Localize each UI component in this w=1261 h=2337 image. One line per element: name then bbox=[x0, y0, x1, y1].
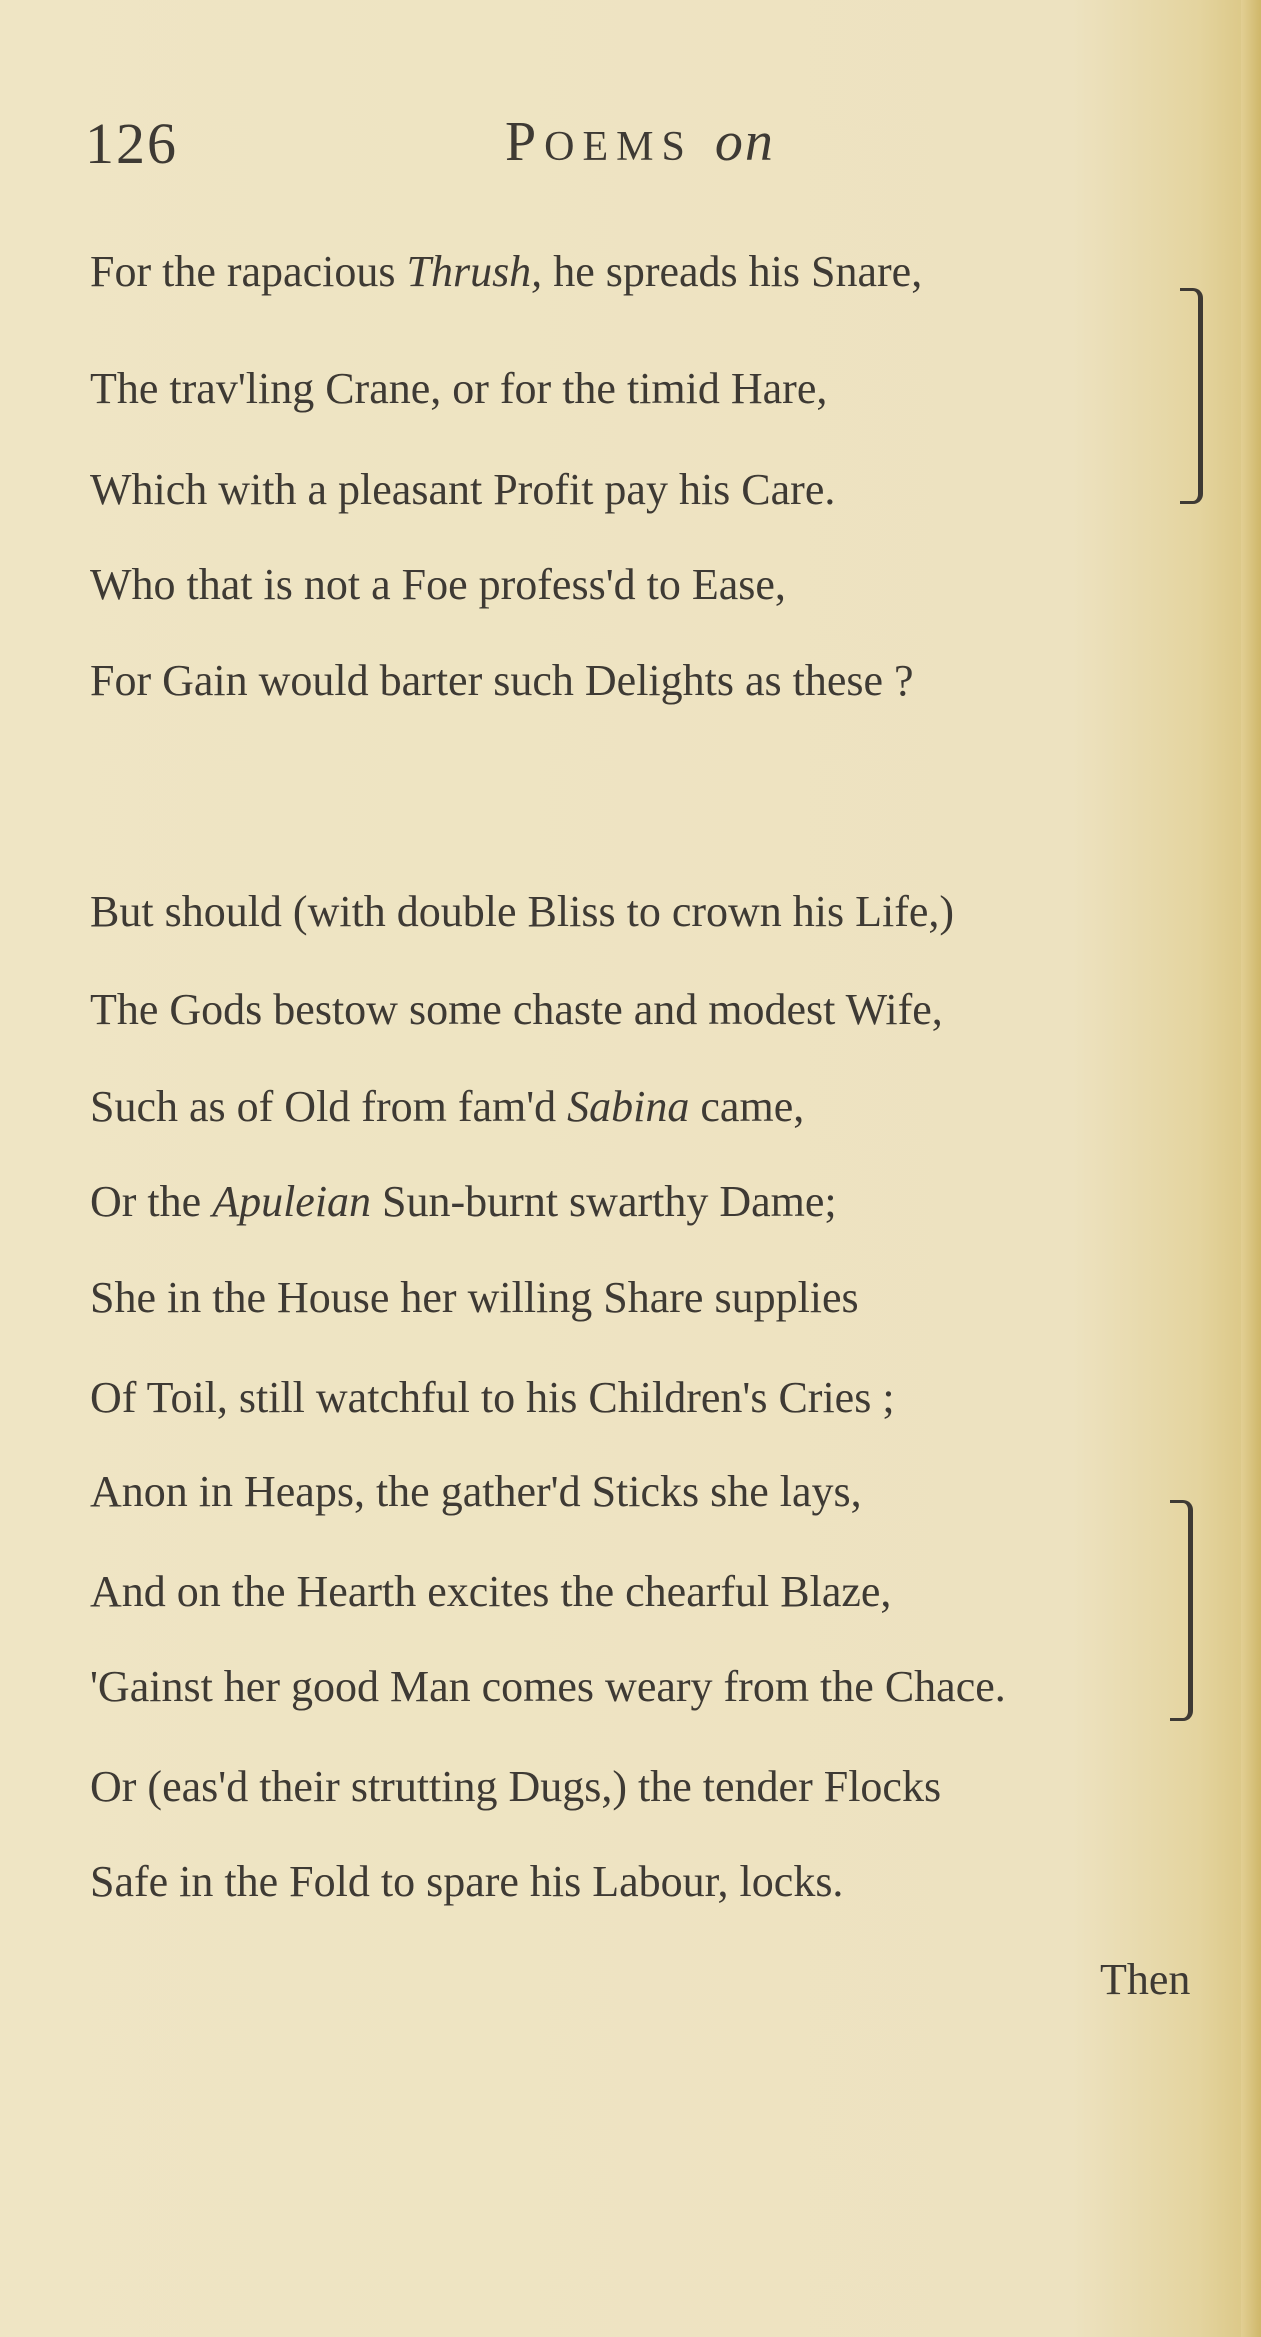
verse-text: he spreads his Snare, bbox=[542, 247, 923, 296]
verse-text: For Gain would barter such Delights as these ? bbox=[90, 656, 914, 705]
triplet-brace bbox=[1170, 1500, 1193, 1721]
verse-line bbox=[90, 364, 828, 413]
running-title-cap: P bbox=[505, 111, 545, 173]
running-title bbox=[505, 110, 775, 174]
verse-text: But should (with double Bliss to crown his Life,) bbox=[90, 887, 955, 936]
verse-line bbox=[90, 1662, 1006, 1711]
verse-line bbox=[90, 656, 914, 705]
verse-line bbox=[90, 1177, 837, 1226]
verse-line bbox=[90, 1082, 805, 1131]
verse-line bbox=[90, 1273, 859, 1322]
verse-line bbox=[90, 985, 943, 1034]
catchword: Then bbox=[1100, 1955, 1191, 2004]
verse-text: came, bbox=[689, 1082, 805, 1131]
verse-text: The Gods bestow some chaste and modest Wife, bbox=[90, 985, 943, 1034]
verse-text: The trav'ling Crane, or for the timid Hare, bbox=[90, 364, 828, 413]
verse-text: And on the Hearth excites the chearful Blaze, bbox=[90, 1567, 892, 1616]
page-number: 126 bbox=[85, 111, 178, 176]
verse-line bbox=[90, 465, 836, 514]
running-title-on: on bbox=[714, 111, 775, 173]
verse-text: Such as of Old from fam'd bbox=[90, 1082, 568, 1131]
verse-text: Or (eas'd their strutting Dugs,) the tender Flocks bbox=[90, 1762, 942, 1811]
page-header bbox=[0, 110, 1261, 180]
verse-line bbox=[90, 1467, 862, 1516]
verse-text: For the rapacious bbox=[90, 247, 407, 296]
verse-text: She in the House her willing Share supplies bbox=[90, 1273, 859, 1322]
verse-text: Of Toil, still watchful to his Children's Cries ; bbox=[90, 1373, 895, 1422]
verse-italic: Thrush, bbox=[406, 247, 543, 296]
verse-text: Anon in Heaps, the gather'd Sticks she lays, bbox=[90, 1467, 862, 1516]
verse-line bbox=[90, 887, 955, 936]
verse-text: Safe in the Fold to spare his Labour, locks. bbox=[90, 1857, 844, 1906]
verse-text: Which with a pleasant Profit pay his Care. bbox=[90, 465, 836, 514]
verse-line bbox=[90, 1373, 895, 1422]
verse-italic: Sabina bbox=[567, 1082, 690, 1131]
verse-line bbox=[90, 1857, 844, 1906]
verse-line bbox=[90, 1567, 892, 1616]
verse-line bbox=[90, 1762, 942, 1811]
triplet-brace bbox=[1180, 288, 1203, 504]
verse-text: Who that is not a Foe profess'd to Ease, bbox=[90, 560, 786, 609]
running-title-rest: OEMS bbox=[544, 124, 693, 170]
verse-line bbox=[90, 560, 786, 609]
verse-line bbox=[90, 247, 923, 296]
verse-text: 'Gainst her good Man comes weary from the Chace. bbox=[90, 1662, 1006, 1711]
page-edge bbox=[1241, 0, 1261, 2337]
verse-text: Or the bbox=[90, 1177, 213, 1226]
verse-italic: Apuleian bbox=[212, 1177, 372, 1226]
verse-text: Sun-burnt swarthy Dame; bbox=[371, 1177, 837, 1226]
